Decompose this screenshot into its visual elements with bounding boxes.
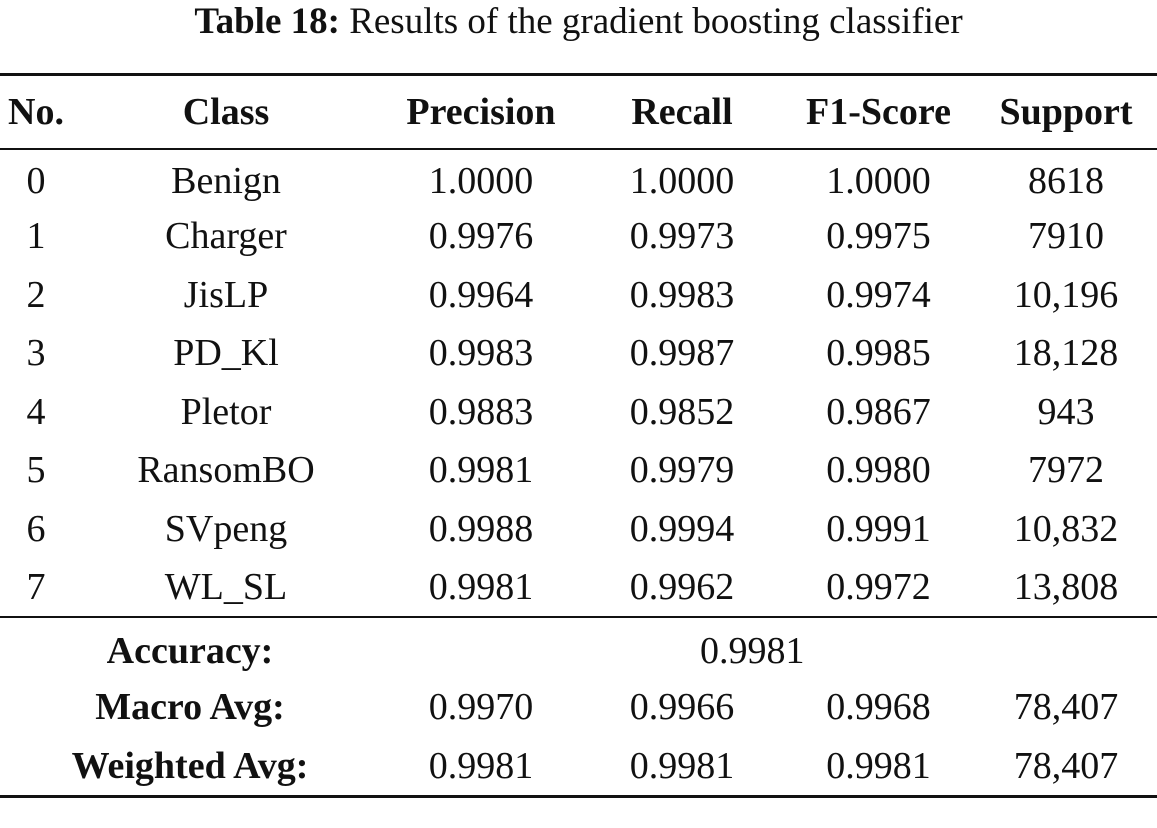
cell-precision: 0.9964 <box>428 273 534 316</box>
table-row <box>0 207 1157 266</box>
accuracy-label: Accuracy: <box>106 630 274 672</box>
cell-no: 1 <box>26 215 46 258</box>
cell-precision: 0.9976 <box>428 215 534 258</box>
cell-f1-score: 0.9985 <box>826 332 931 375</box>
cell-precision: 0.9988 <box>428 507 534 550</box>
cell-class: PD_Kl <box>173 332 279 375</box>
header-no: No. <box>0 75 72 149</box>
table-row <box>0 266 1157 325</box>
cell-f1-score: 0.9975 <box>826 215 931 258</box>
cell-support: 8618 <box>1028 160 1104 203</box>
table-row <box>0 149 1157 208</box>
cell-support: 7972 <box>1028 449 1104 492</box>
table-row <box>0 324 1157 383</box>
table-row <box>0 500 1157 559</box>
cell-recall: 0.9983 <box>629 273 735 316</box>
weighted-avg-row <box>0 737 1157 797</box>
cell-no: 7 <box>0 558 72 617</box>
cell-f1-score: 1.0000 <box>826 160 931 203</box>
cell-precision: 0.9983 <box>428 332 534 375</box>
table-row <box>0 383 1157 442</box>
cell-no: 3 <box>26 332 46 375</box>
results-table <box>0 73 1157 798</box>
cell-f1-score: 0.9991 <box>826 507 931 550</box>
cell-recall: 0.9852 <box>629 390 735 433</box>
cell-f1-score: 0.9980 <box>826 449 931 492</box>
cell-support: 7910 <box>1028 215 1104 258</box>
caption-label: Table 18: <box>194 1 340 42</box>
cell-class: Pletor <box>180 390 272 433</box>
cell-class: RansomBO <box>137 449 315 492</box>
caption-text: Results of the gradient boosting classifier <box>349 1 963 42</box>
cell-recall: 0.9979 <box>629 449 735 492</box>
macro-avg-precision: 0.9970 <box>428 685 534 728</box>
cell-f1-score: 0.9972 <box>782 558 975 617</box>
cell-class: Benign <box>171 160 281 203</box>
cell-no: 0 <box>26 160 46 203</box>
accuracy-row <box>0 617 1157 677</box>
cell-precision: 0.9981 <box>380 558 582 617</box>
cell-class: SVpeng <box>164 507 288 550</box>
cell-recall: 0.9962 <box>582 558 782 617</box>
cell-precision: 1.0000 <box>428 160 534 203</box>
cell-support: 13,808 <box>975 558 1157 617</box>
cell-precision: 0.9981 <box>428 449 534 492</box>
macro-avg-support: 78,407 <box>1013 685 1119 728</box>
header-row <box>0 75 1157 149</box>
header-f1-score: F1-Score <box>782 75 975 149</box>
weighted-avg-precision: 0.9981 <box>380 737 582 797</box>
cell-class: WL_SL <box>72 558 380 617</box>
cell-support: 10,196 <box>1013 273 1119 316</box>
cell-support: 10,832 <box>1013 507 1119 550</box>
cell-f1-score: 0.9974 <box>826 273 931 316</box>
cell-recall: 1.0000 <box>629 160 735 203</box>
cell-precision: 0.9883 <box>428 390 534 433</box>
cell-recall: 0.9994 <box>629 507 735 550</box>
cell-support: 943 <box>1037 390 1095 433</box>
accuracy-value: 0.9981 <box>700 630 805 672</box>
cell-f1-score: 0.9867 <box>826 390 931 433</box>
weighted-avg-label: Weighted Avg: <box>0 737 380 797</box>
macro-avg-f1-score: 0.9968 <box>826 685 931 728</box>
header-precision: Precision <box>380 75 582 149</box>
cell-no: 4 <box>26 390 46 433</box>
table-row <box>0 441 1157 500</box>
table-row <box>0 558 1157 617</box>
cell-recall: 0.9987 <box>629 332 735 375</box>
cell-no: 5 <box>26 449 46 492</box>
macro-avg-label: Macro Avg: <box>95 685 285 728</box>
weighted-avg-support: 78,407 <box>975 737 1157 797</box>
cell-no: 6 <box>26 507 46 550</box>
cell-recall: 0.9973 <box>629 215 735 258</box>
cell-class: JisLP <box>183 273 269 316</box>
cell-support: 18,128 <box>1013 332 1119 375</box>
macro-avg-recall: 0.9966 <box>629 685 735 728</box>
weighted-avg-f1-score: 0.9981 <box>782 737 975 797</box>
cell-no: 2 <box>26 273 46 316</box>
table-caption <box>0 2 1157 42</box>
cell-class: Charger <box>165 215 287 258</box>
macro-avg-row <box>0 677 1157 737</box>
header-class: Class <box>72 75 380 149</box>
header-recall: Recall <box>582 75 782 149</box>
weighted-avg-recall: 0.9981 <box>582 737 782 797</box>
header-support: Support <box>975 75 1157 149</box>
